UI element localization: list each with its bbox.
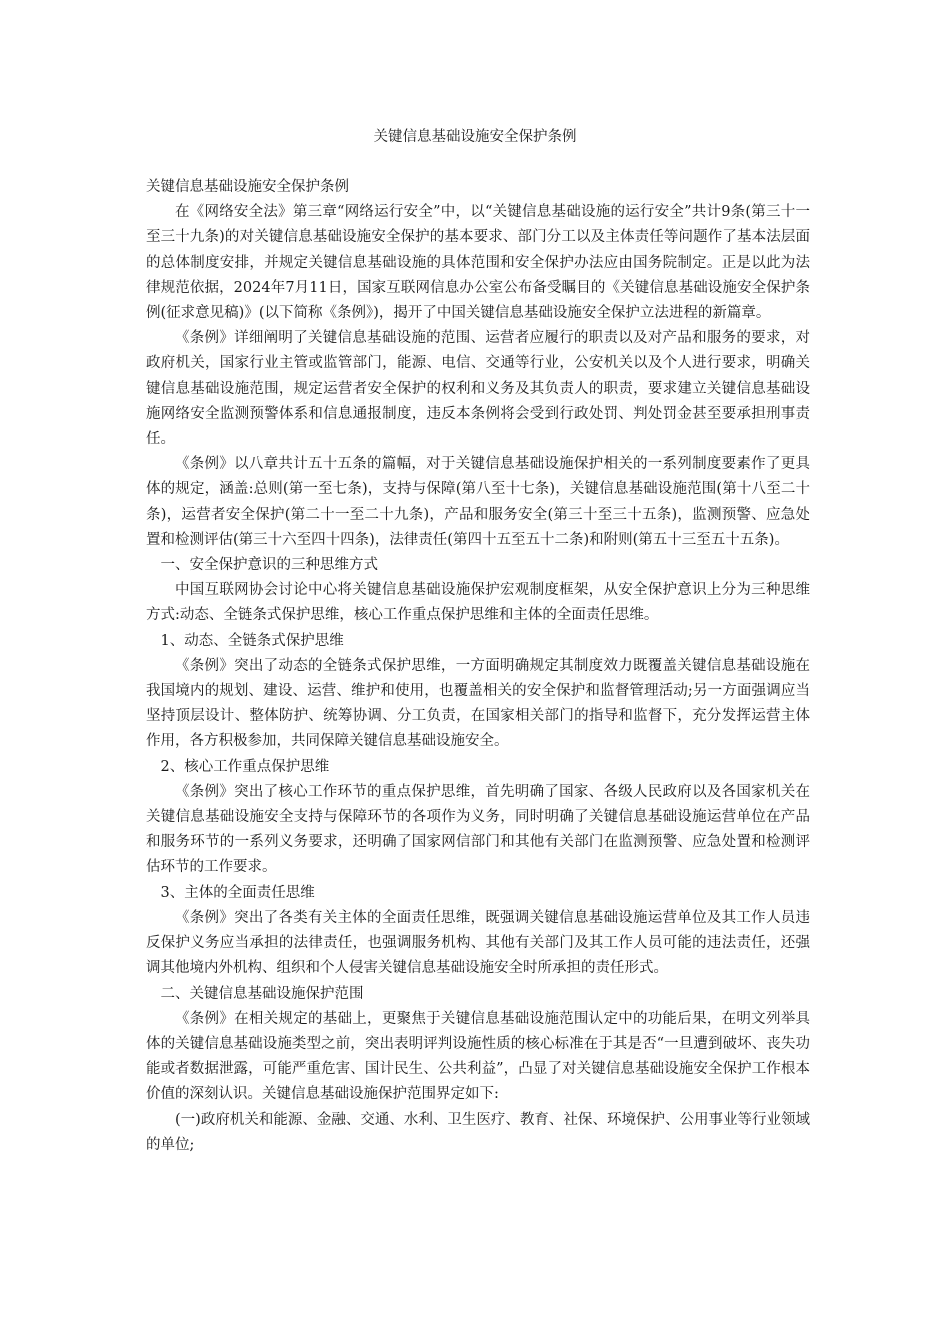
document-body bbox=[146, 175, 810, 1158]
document-subtitle: 关键信息基础设施安全保护条例 bbox=[146, 179, 349, 195]
section-heading: 一、安全保护意识的三种思维方式 bbox=[160, 557, 378, 574]
section-heading: 二、关键信息基础设施保护范围 bbox=[160, 985, 364, 1002]
paragraph: 《条例》突出了各类有关主体的全面责任思维，既强调关键信息基础设施运营单位及其工作人员违反保护义务应当承担的法律责任，也强调服务机构、其他有关部门及其工作人员可能的违法责任，还强调其他境内外机构、组织和个人侵害关键信息基础设施安全时所承担的责任形式。 bbox=[146, 909, 810, 977]
subsection-heading: 2、核心工作重点保护思维 bbox=[160, 758, 330, 775]
paragraph: 《条例》在相关规定的基础上，更聚焦于关键信息基础设施范围认定中的功能后果，在明文列举具体的关键信息基础设施类型之前，突出表明评判设施性质的核心标准在于其是否“一旦遭到破坏、丧失功能或者数据泄露，可能严重危害、国计民生、公共利益”，凸显了对关键信息基础设施安全保护工作根本价值的深刻认识。关键信息基础设施保护范围界定如下: bbox=[146, 1010, 810, 1103]
paragraph: 中国互联网协会讨论中心将关键信息基础设施保护宏观制度框架，从安全保护意识上分为三种思维方式:动态、全链条式保护思维，核心工作重点保护思维和主体的全面责任思维。 bbox=[146, 582, 810, 624]
paragraph: 《条例》以八章共计五十五条的篇幅，对于关键信息基础设施保护相关的一系列制度要素作了更具体的规定，涵盖:总则(第一至七条)，支持与保障(第八至十七条)，关键信息基础设施范围(第十八至二十条)，运营者安全保护(第二十一至二十九条)，产品和服务安全(第三十至三十五条)，监测预警、应急处置和检测评估(第三十六至四十四条)，法律责任(第四十五至五十二条)和附则(第五十三至五十五条)。 bbox=[146, 456, 810, 548]
subsection-heading: 3、主体的全面责任思维 bbox=[160, 884, 315, 901]
list-item: (一)政府机关和能源、金融、交通、水利、卫生医疗、教育、社保、环境保护、公用事业等行业领域的单位; bbox=[146, 1111, 810, 1153]
document-title: 关键信息基础设施安全保护条例 bbox=[373, 129, 577, 145]
paragraph: 《条例》突出了动态的全链条式保护思维，一方面明确规定其制度效力既覆盖关键信息基础设施在我国境内的规划、建设、运营、维护和使用，也覆盖相关的安全保护和监督管理活动;另一方面强调应当坚持顶层设计、整体防护、统筹协调、分工负责，在国家相关部门的指导和监督下，充分发挥运营主体作用，各方积极参加，共同保障关键信息基础设施安全。 bbox=[146, 657, 810, 750]
paragraph: 《条例》突出了核心工作环节的重点保护思维，首先明确了国家、各级人民政府以及各国家机关在关键信息基础设施安全支持与保障环节的各项作为义务，同时明确了关键信息基础设施运营单位在产品和服务环节的一系列义务要求，还明确了国家网信部门和其他有关部门在监测预警、应急处置和检测评估环节的工作要求。 bbox=[146, 783, 810, 876]
paragraph: 《条例》详细阐明了关键信息基础设施的范围、运营者应履行的职责以及对产品和服务的要求，对政府机关，国家行业主管或监管部门，能源、电信、交通等行业，公安机关以及个人进行要求，明确关键信息基础设施范围，规定运营者安全保护的权利和义务及其负责人的职责，要求建立关键信息基础设施网络安全监测预警体系和信息通报制度，违反本条例将会受到行政处罚、判处罚金甚至要承担刑事责任。 bbox=[146, 330, 810, 448]
paragraph: 在《网络安全法》第三章“网络运行安全”中，以“关键信息基础设施的运行安全”共计9条(第三十一至三十九条)的对关键信息基础设施安全保护的基本要求、部门分工以及主体责任等问题作了基本法层面的总体制度安排，并规定关键信息基础设施的具体范围和安全保护办法应由国务院制定。正是以此为法律规范依据，2024年7月11日，国家互联网信息办公室公布备受瞩目的《关键信息基础设施安全保护条例(征求意见稿)》(以下简称《条例》)，揭开了中国关键信息基础设施安全保护立法进程的新篇章。 bbox=[146, 204, 810, 322]
subsection-heading: 1、动态、全链条式保护思维 bbox=[160, 632, 344, 649]
